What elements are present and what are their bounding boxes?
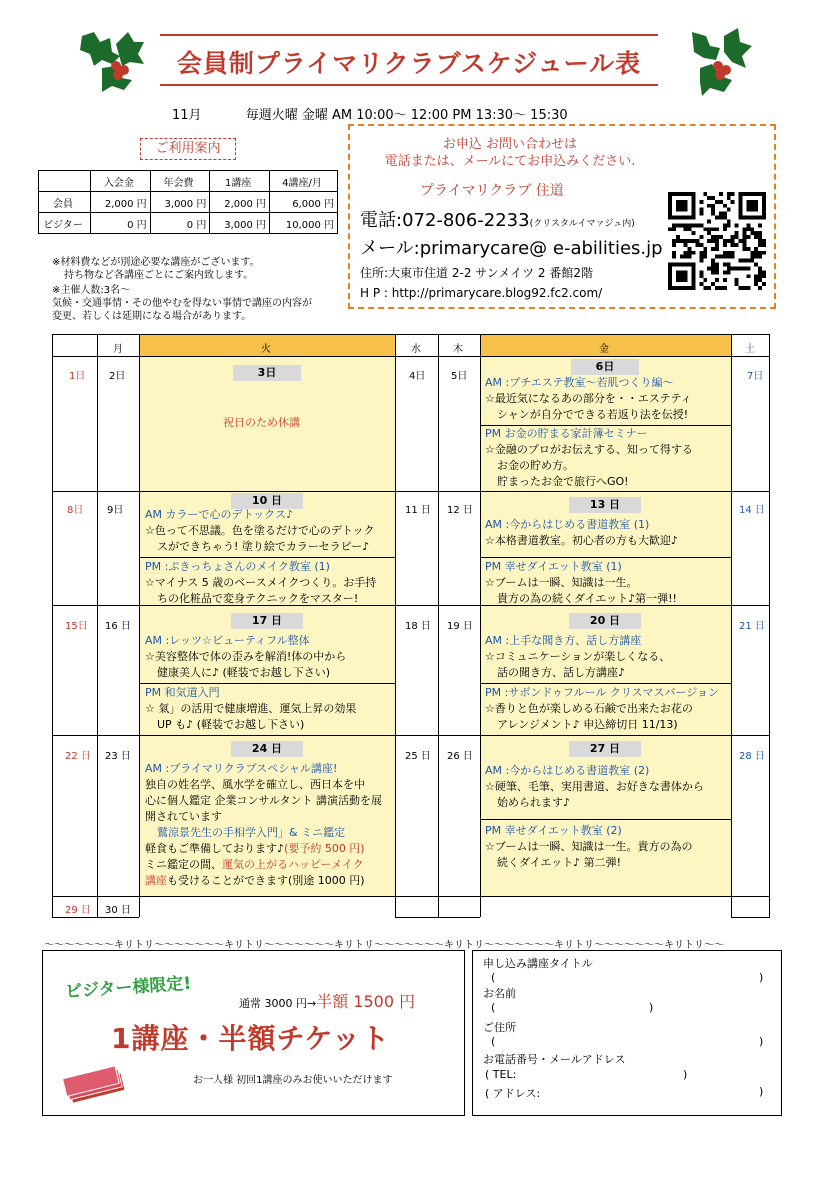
- event-tue-special: [145, 761, 382, 889]
- event-title: AM カラーで心のデトックス♪: [145, 508, 294, 521]
- date-mon: 23 日: [105, 751, 131, 762]
- table-cell: 0 円: [91, 213, 151, 234]
- tel-label: 電話:: [360, 210, 403, 231]
- contact-line-1: お申込 お問い合わせは: [442, 137, 578, 152]
- tel-line: [360, 206, 635, 232]
- notes: [52, 256, 260, 282]
- event-text: ☆コミュニケーションが楽しくなる、: [485, 650, 671, 663]
- normal-price: 通常 3000 円→: [239, 997, 317, 1010]
- event-text: ☆色って不思議。色を塗るだけで心のデトック: [145, 524, 375, 537]
- date-thu: 19 日: [447, 621, 473, 632]
- event-text: ☆ブームは一瞬、知識は一生。貴方の為の: [485, 840, 693, 853]
- event-fri-pm: [485, 685, 719, 733]
- event-fri-am: [485, 517, 678, 549]
- month-label: 11月: [172, 108, 202, 123]
- name-field[interactable]: [497, 999, 645, 1015]
- mail-field[interactable]: [559, 1083, 755, 1099]
- event-text-part: 運気の上がるハッピーメイク: [222, 858, 364, 871]
- event-title: PM :サボンドゥフルール クリスマスバージョン: [485, 686, 720, 699]
- course-title-field[interactable]: [497, 969, 755, 985]
- day-header-tue: 火: [261, 344, 271, 355]
- event-tue-pm: [145, 685, 356, 733]
- form-paren: ): [683, 1068, 688, 1081]
- event-title: PM 幸せダイエット教室 (1): [485, 560, 622, 573]
- mail-address[interactable]: primarycare@ e-abilities.jp: [419, 238, 663, 259]
- contact-box: [348, 124, 776, 309]
- date-sun: 22 日: [65, 751, 91, 762]
- contact-line-2: 電話または、メールにてお申込みください.: [384, 154, 636, 169]
- date-thu: 5日: [451, 371, 468, 382]
- event-title: PM お金の貯まる家計簿セミナー: [485, 427, 648, 440]
- table-row: [39, 171, 338, 192]
- form-paren: (: [491, 971, 496, 984]
- day-header-sat: 土: [745, 344, 755, 355]
- course-title-label: 申し込み講座タイトル: [483, 957, 593, 970]
- qr-code-icon: [668, 192, 766, 290]
- event-tue-am: [145, 633, 346, 681]
- date-fri: 6日: [571, 359, 639, 375]
- tel-field[interactable]: [543, 1066, 679, 1082]
- date-wed: 25 日: [405, 751, 431, 762]
- event-text: 話の聞き方、話し方講座♪: [497, 666, 626, 679]
- homepage-link[interactable]: H P : http://primarycare.blog92.fc2.com/: [360, 286, 603, 300]
- event-text: ☆金融のプロがお伝えする、知って得する: [485, 443, 693, 456]
- event-text: ☆香りと色が楽しめる石鹸で出来たお花の: [485, 702, 693, 715]
- table-cell: 2,000 円: [91, 192, 151, 213]
- table-cell: [39, 171, 91, 192]
- event-text-part: も受けることができます(別途 1000 円): [167, 874, 365, 887]
- event-text-part: ミニ鑑定の間、: [145, 858, 222, 871]
- table-header: 4講座/月: [270, 171, 338, 192]
- ticket-title: 1講座・半額チケット: [111, 1022, 390, 1055]
- day-header-fri: 金: [599, 344, 609, 355]
- holiday-note: 祝日のため休講: [223, 416, 300, 429]
- event-text-part: 軽食もご準備しております♪: [145, 842, 285, 855]
- event-text: 開されています: [145, 810, 222, 823]
- event-title: PM :ぷきっちょさんのメイク教室 (1): [145, 560, 330, 573]
- event-text: アレンジメント♪ 申込締切日 11/13): [497, 718, 678, 731]
- event-title: AM :プチエステ教室～若肌つくり編～: [485, 376, 674, 389]
- event-text: ☆マイナス 5 歳のベースメイクつくり。お手持: [145, 576, 377, 589]
- ticket-note: お一人様 初回1講座のみお使いいただけます: [193, 1075, 393, 1086]
- date-fri: 13 日: [569, 497, 641, 513]
- event-fri-am: [485, 633, 670, 681]
- day-header-mon: 月: [113, 344, 123, 355]
- table-cell: ビジター: [39, 213, 91, 234]
- date-sat: 28 日: [739, 751, 765, 762]
- half-price-ticket: [42, 950, 465, 1116]
- event-title: AM :レッツ☆ビューティフル整体: [145, 634, 310, 647]
- event-text: 心に個人鑑定 企業コンサルタント 講演活動を展: [145, 794, 383, 807]
- date-sat: 21 日: [739, 621, 765, 632]
- date-sun: 1日: [69, 371, 86, 382]
- ticket-icon: [61, 1063, 131, 1107]
- date-mon: 16 日: [105, 621, 131, 632]
- day-header-wed: 水: [411, 344, 421, 355]
- event-tue-am: [145, 507, 375, 555]
- date-wed: 11 日: [405, 505, 431, 516]
- event-text: 続くダイエット♪ 第二弾!: [497, 856, 622, 869]
- holly-left-icon: [72, 22, 152, 102]
- title-box: [160, 34, 658, 86]
- table-header: 年会費: [150, 171, 210, 192]
- date-tue: 3日: [233, 365, 301, 381]
- address-label: ご住所: [483, 1021, 516, 1034]
- event-text: 鷲涼景先生の手相学入門」& ミニ鑑定: [157, 826, 346, 839]
- event-title: AM :今からはじめる書道教室 (2): [485, 764, 650, 777]
- event-fri-pm: [485, 426, 693, 490]
- mail-line: [360, 234, 663, 260]
- event-text: 貯まったお金で旅行へGO!: [497, 475, 629, 488]
- event-title: AM :上手な聞き方、話し方講座: [485, 634, 642, 647]
- application-form: [472, 950, 782, 1116]
- event-text: ☆本格書道教室。初心者の方も大歓迎♪: [485, 534, 678, 547]
- visitor-label: ビジター様限定!: [64, 973, 192, 1003]
- phone-mail-label: お電話番号・メールアドレス: [483, 1053, 626, 1066]
- half-price: 半額 1500 円: [316, 992, 416, 1011]
- day-header-thu: 木: [453, 344, 463, 355]
- cut-line: ～～～～～～～キリトリ～～～～～～～キリトリ～～～～～～～キリトリ～～～～～～～キリトリ～～～～～～～キリトリ～～～～～～～キリトリ～～: [44, 940, 724, 951]
- note-line: ※材料費などが別途必要な講座がございます。: [52, 257, 260, 268]
- fee-table: [38, 170, 338, 234]
- event-text: ちの化粧品で変身テクニックをマスター!: [157, 592, 359, 605]
- event-text: [145, 841, 382, 857]
- event-text: ☆最近気になるあの部分を・・エステティ: [485, 392, 692, 405]
- event-text: [145, 873, 382, 889]
- event-text: ☆美容整体で体の歪みを解消!体の中から: [145, 650, 347, 663]
- event-text: ☆硬筆、毛筆、実用書道、お好きな書体から: [485, 780, 704, 793]
- tel-note: (クリスタルイマァジュ内): [529, 219, 635, 229]
- hours-line: [172, 104, 568, 123]
- date-sat: 7日: [747, 371, 764, 382]
- mail-label: メール:: [360, 238, 420, 259]
- date-sat: 14 日: [739, 505, 765, 516]
- hours-text: 毎週火曜 金曜 AM 10:00～ 12:00 PM 13:30～ 15:30: [245, 108, 568, 123]
- guide-label: ご利用案内: [140, 138, 236, 160]
- event-fri-am: [485, 375, 692, 423]
- event-text: 独自の姓名学、風水学を確立し、西日本を中: [145, 778, 365, 791]
- tel-label: ( TEL:: [485, 1068, 517, 1081]
- event-text: シャンが自分でできる若返り法を伝授!: [497, 408, 689, 421]
- holly-right-icon: [680, 22, 760, 102]
- date-fri: 27 日: [569, 741, 641, 757]
- table-row: [39, 213, 338, 234]
- event-text: スができちゃう! 塗り絵でカラーセラピー♪: [157, 540, 370, 553]
- event-text: ☆ 氣」の活用で健康増進、運気上昇の効果: [145, 702, 357, 715]
- date-mon: 2日: [109, 371, 126, 382]
- date-sun: 15日: [65, 621, 88, 632]
- price-line: [239, 989, 415, 1012]
- event-fri-pm: [485, 823, 693, 871]
- table-cell: 0 円: [150, 213, 210, 234]
- event-title: AM :今からはじめる書道教室 (1): [485, 518, 650, 531]
- event-fri-pm: [485, 559, 677, 607]
- event-fri-am: [485, 763, 704, 811]
- name-label: お名前: [483, 987, 516, 1000]
- tel-number[interactable]: 072-806-2233: [402, 210, 530, 231]
- table-cell: 3,000 円: [210, 213, 270, 234]
- table-cell: 6,000 円: [270, 192, 338, 213]
- mail-label: ( アドレス:: [485, 1087, 541, 1100]
- date-tue: 24 日: [231, 741, 303, 757]
- event-tue-pm: [145, 559, 376, 607]
- event-text: 貴方の為の続くダイエット♪第一弾!!: [497, 592, 677, 605]
- event-title: PM 和気道入門: [145, 686, 220, 699]
- event-text: 始められます♪: [497, 796, 571, 809]
- event-text: [145, 857, 382, 873]
- date-wed: 18 日: [405, 621, 431, 632]
- schedule-calendar: [52, 334, 770, 918]
- date-sun: 8日: [67, 505, 84, 516]
- note-line: 持ち物など各講座ごとにご案内致します。: [64, 270, 254, 281]
- table-cell: 会員: [39, 192, 91, 213]
- event-text: 健康美人に♪ (軽装でお越し下さい): [157, 666, 331, 679]
- form-paren: ): [759, 1085, 764, 1098]
- table-cell: 2,000 円: [210, 192, 270, 213]
- event-text-part: (要予約 500 円): [284, 842, 365, 855]
- note-line: 変更、若しくは延期になる場合があります。: [52, 311, 252, 322]
- date-sun: 29 日: [65, 905, 91, 916]
- form-paren: ): [759, 1035, 764, 1048]
- event-title: PM 幸せダイエット教室 (2): [485, 824, 622, 837]
- form-paren: ): [759, 971, 764, 984]
- note-line: ※主催人数:3名～: [52, 285, 131, 296]
- date-mon: 30 日: [105, 905, 131, 916]
- date-wed: 4日: [409, 371, 426, 382]
- date-thu: 26 日: [447, 751, 473, 762]
- notes-2: [52, 284, 312, 323]
- address-line: 住所:大東市住道 2-2 サンメイツ 2 番館2階: [360, 266, 593, 280]
- date-mon: 9日: [107, 505, 124, 516]
- table-header: 1講座: [210, 171, 270, 192]
- event-text: ☆ブームは一瞬、知識は一生。: [485, 576, 638, 589]
- event-text: UP も♪ (軽装でお越し下さい): [157, 718, 305, 731]
- form-paren: (: [491, 1001, 496, 1014]
- contact-heading: [350, 136, 670, 170]
- note-line: 気候・交通事情・その他やむを得ない事情で講座の内容が: [52, 298, 312, 309]
- date-fri: 20 日: [569, 613, 641, 629]
- table-cell: 10,000 円: [270, 213, 338, 234]
- date-thu: 12 日: [447, 505, 473, 516]
- table-header: 入会金: [91, 171, 151, 192]
- event-text: お金の貯め方。: [497, 459, 574, 472]
- address-field[interactable]: [497, 1033, 755, 1049]
- event-text-part: 講座: [145, 874, 167, 887]
- club-name: プライマリクラブ 住道: [420, 183, 564, 199]
- date-tue: 10 日: [231, 493, 303, 509]
- table-row: [39, 192, 338, 213]
- date-tue: 17 日: [231, 613, 303, 629]
- form-paren: (: [491, 1035, 496, 1048]
- table-cell: 3,000 円: [150, 192, 210, 213]
- form-paren: ): [649, 1001, 654, 1014]
- event-title: AM :プライマリクラブスペシャル講座!: [145, 762, 338, 775]
- page-title: 会員制プライマリクラブスケジュール表: [176, 49, 642, 78]
